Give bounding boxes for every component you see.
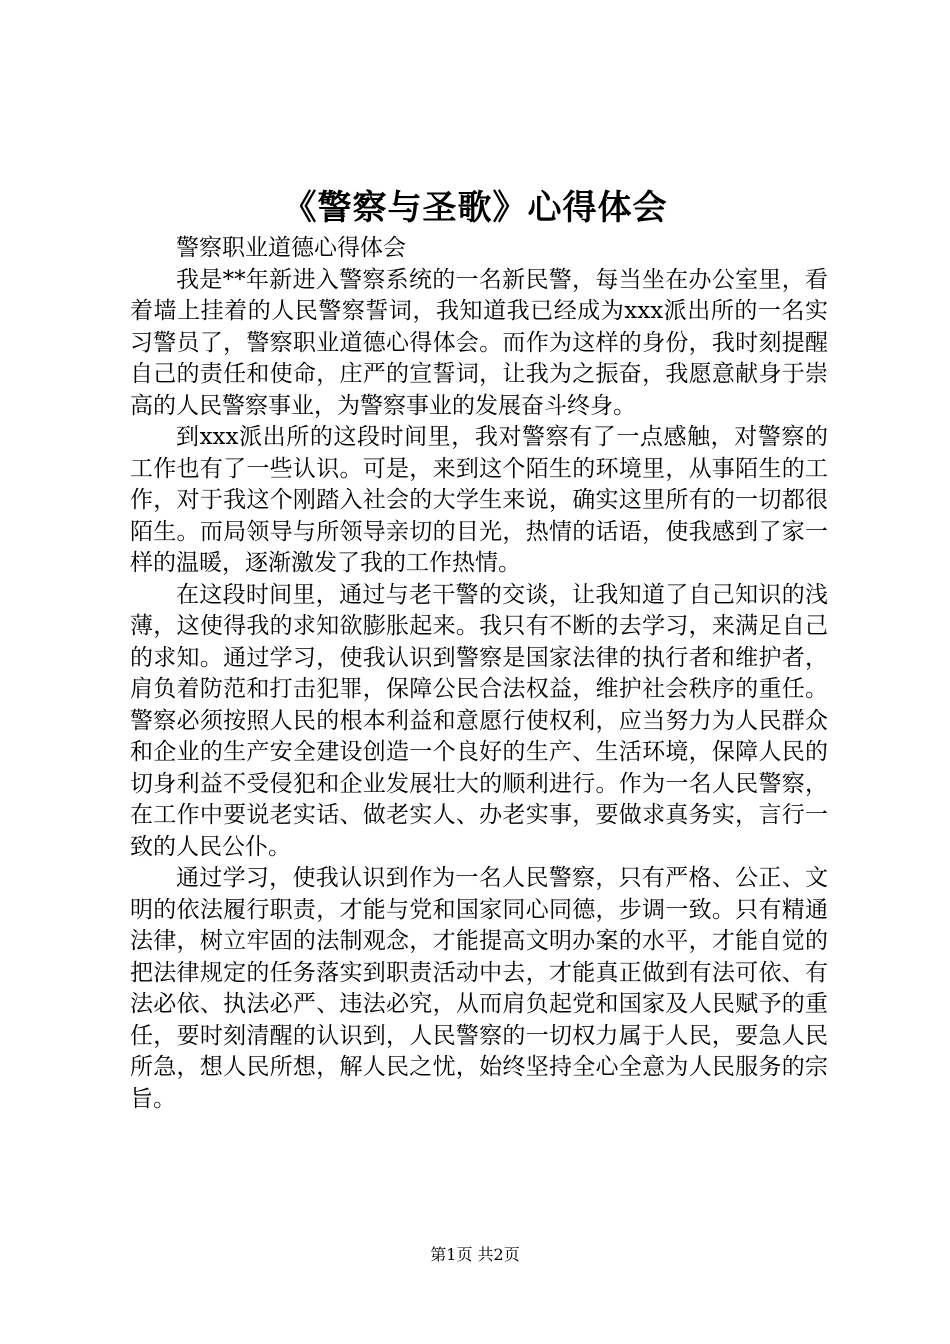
page-number-footer: 第1页 共2页 [430,1245,520,1264]
document-body [130,233,828,1115]
paragraph-1: 我是**年新进入警察系统的一名新民警，每当坐在办公室里，看着墙上挂着的人民警察誓词，我知道我已经成为xxx派出所的一名实习警员了，警察职业道德心得体会。而作为这样的身份，我时刻提醒自己的责任和使命，庄严的宣誓词，让我为之振奋，我愿意献身于崇高的人民警察事业，为警察事业的发展奋斗终身。 [130,266,828,419]
paragraph-2: 到xxx派出所的这段时间里，我对警察有了一点感触，对警察的工作也有了一些认识。可是，来到这个陌生的环境里，从事陌生的工作，对于我这个刚踏入社会的大学生来说，确实这里所有的一切都很陌生。而局领导与所领导亲切的目光，热情的话语，使我感到了家一样的温暖，逐渐激发了我的工作热情。 [130,424,828,576]
paragraph-4: 通过学习，使我认识到作为一名人民警察，只有严格、公正、文明的依法履行职责，才能与党和国家同心同德，步调一致。只有精通法律，树立牢固的法制观念，才能提高文明办案的水平，才能自觉的把法律规定的任务落实到职责活动中去，才能真正做到有法可依、有法必依、执法必严、违法必究，从而肩负起党和国家及人民赋予的重任，要时刻清醒的认识到，人民警察的一切权力属于人民，要急人民所急，想人民所想，解人民之忧，始终坚持全心全意为人民服务的宗旨。 [130,865,828,1112]
paragraph-3: 在这段时间里，通过与老干警的交谈，让我知道了自己知识的浅薄，这使得我的求知欲膨胀起来。我只有不断的去学习，来满足自己的求知。通过学习，使我认识到警察是国家法律的执行者和维护者，肩负着防范和打击犯罪，保障公民合法权益，维护社会秩序的重任。警察必须按照人民的根本利益和意愿行使权利，应当努力为人民群众和企业的生产安全建设创造一个良好的生产、生活环境，保障人民的切身利益不受侵犯和企业发展壮大的顺利进行。作为一名人民警察，在工作中要说老实话、做老实人、办老实事，要做求真务实，言行一致的人民公仆。 [130,581,828,860]
document-title: 《警察与圣歌》心得体会 [282,188,668,228]
paragraph-subtitle: 警察职业道德心得体会 [176,235,406,261]
